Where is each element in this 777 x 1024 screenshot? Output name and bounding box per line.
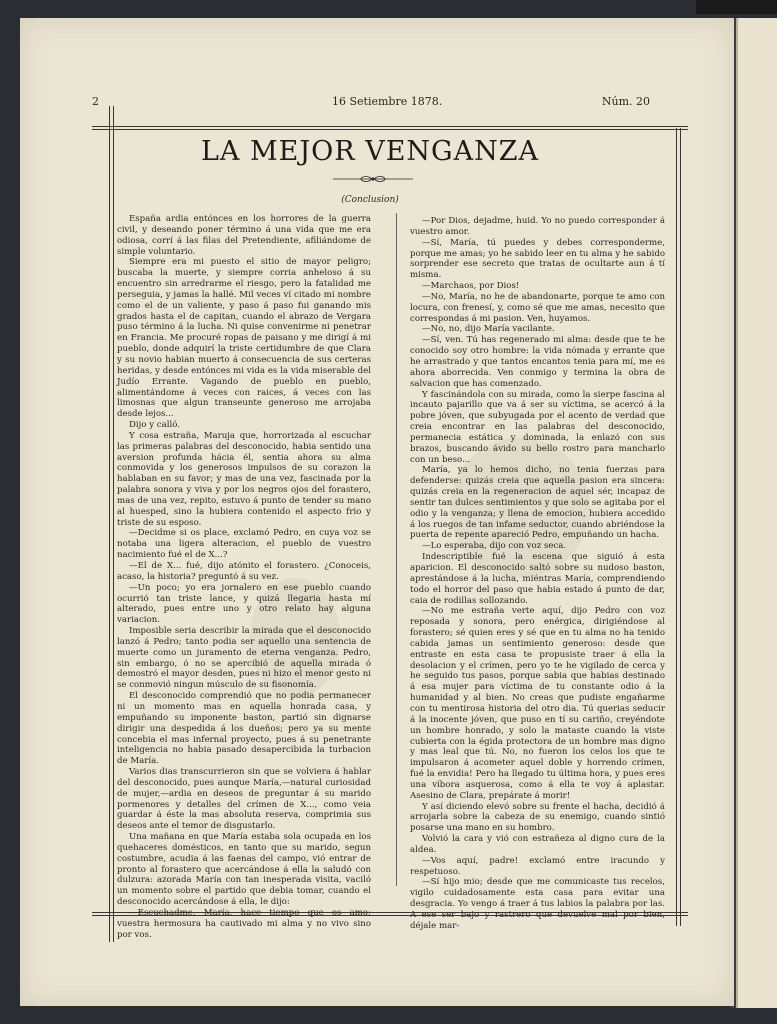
paragraph: Imposible seria describir la mirada que el desconocido lanzó á Pedro; tanto podia ser aquello una sentencia de muerte como un juramento de eterna venganza. Pedro, sin embargo, ó no se apercibió de aquella mirada ó demostró el mayor desden, pues ni hizo el menor gesto ni se conmovió ningun músculo de su fisonomía. [117, 626, 371, 691]
paragraph: Y así diciendo elevó sobre su frente el hacha, decidió á arrojarla sobre la cabeza de su enemigo, cuando sintió posarse una mano en su hombro. [410, 801, 665, 834]
left-column [117, 214, 371, 941]
paragraph: —Decidme si os place, exclamó Pedro, en cuya voz se notaba una ligera alteracion, el pueblo de vuestro nacimiento fué el de X...? [117, 528, 371, 561]
dark-top-strip [696, 0, 777, 14]
paragraph: España ardia entónces en los horrores de la guerra civil, y deseando poner término á una vida que me era odiosa, corrí á las filas del Pretendiente, afiliándome de simple voluntario. [117, 214, 371, 257]
page-number: 2 [92, 95, 99, 108]
paragraph: Una mañana en que María estaba sola ocupada en los quehaceres domésticos, en tanto que su marido, segun costumbre, acudia á las faenas del campo, vió entrar de pronto al forastero que acercándose á ella la saludó con dulzura: azorada María con tan inesperada visita, vaciló un momento sobre el partido que debia tomar, cuando el desconocido acercándose á ella, le dijo: [117, 832, 371, 908]
page-header [92, 93, 650, 111]
paragraph: El desconocido comprendió que no podia permanecer ni un momento mas en aquella honrada casa, y empuñando su imponente baston, partió sin dignarse dirigir una despedida á los dueños; pero ya su mente concebia el mas infernal proyecto, pues á su penetrante inteligencia no habia pasado desapercibida la turbacion de María. [117, 691, 371, 767]
issue-number: Núm. 20 [601, 95, 650, 108]
frame-left-line-inner [113, 106, 114, 942]
paragraph: Dijo y calló. [129, 420, 180, 431]
paragraph: Y fascinándola con su mirada, como la sierpe fascina al incauto pajarillo que va á ser su víctima, se acercó á la pobre jóven, que subyugada por el acento de verdad que creia encontrar en las palabras del desconocido, permanecia estática y dominada, la enlazó con sus brazos, buscando ávido su bello rostro para mancharlo con un beso... [410, 389, 665, 465]
right-column [410, 216, 665, 932]
paragraph: —Un poco; yo era jornalero en ese pueblo cuando ocurrió tan triste lance, y quizá llegaria hasta mí alterado, pues entre uno y otro relato hay alguna variacion. [117, 582, 371, 626]
frame-right-line [676, 128, 677, 926]
paragraph: —Por Dios, dejadme, huid. Yo no puedo corresponder á vuestro amor. [410, 216, 665, 237]
article-subtitle: (Conclusion) [341, 195, 399, 205]
paragraph: —Vos aquí, padre! exclamó entre iracundo y respetuoso. [410, 855, 665, 877]
paragraph: Y cosa estraña, Maruja que, horrorizada al escuchar las primeras palabras del desconocido, habia sentido una aversion profunda hácia él, sentia ahora su alma conmovida y los generosos impulsos de su corazon la hablaban en su favor; y mas de una vez, fascinada por la palabra sonora y viva y por los negros ojos del forastero, mas de una vez, repito, estuvo á punto de tender su mano al huesped, sino la hubiera contenido el aspecto frio y triste de su esposo. [117, 430, 371, 528]
paragraph: —No, María, no he de abandonarte, porque te amo con locura, con frenesí, y, como sé que me amas, necesito que correspondas á mi pasion. Ven, huyamos. [410, 291, 665, 324]
paragraph: María, ya lo hemos dicho, no tenia fuerzas para defenderse: quizás creia que aquella pasion era sincera: quizás creia en la regeneracion de aquel sér, incapaz de sentir tan dulces sentimientos y que solo se agitaba por el odio y la venganza; y llena de emocion, hubiera accedido á los ruegos de tan infame seductor, cuando abriéndose la puerta de repente apareció Pedro, empuñando un hacha. [410, 465, 665, 541]
header-rule [92, 126, 688, 127]
paragraph: Siempre era mi puesto el sitio de mayor peligro; buscaba la muerte, y siempre corria anheloso á su encuentro sin arredrarme el riesgo, pero la fatalidad me perseguia, y jamas la hallé. Mil veces ví citado mi nombre como el de un valiente, y paso á paso fui ganando mis grados hasta el de capitan, cuando el abrazo de Vergara puso término á la lucha. Ni quise convenirme ni penetrar en Francia. Me procuré ropas de paisano y me dirigí á mi pueblo, donde adquirí la triste certidumbre de que Clara y su novio habian muerto á consecuencia de sus certeras heridas, y desde entónces mi vida es la vida miserable del Judío Errante. Vagando de pueblo en pueblo, alimentándome á veces con raices, á veces con las limosnas que algun transeunte generoso me arrojaba desde lejos... [117, 257, 371, 420]
frame-left-line [109, 106, 110, 942]
paragraph: Varios dias transcurrieron sin que se volviera á hablar del desconocido, pues aunque María,—natural curiosidad de mujer,—ardia en deseos de preguntar á su marido pormenores y detalles del crímen de X..., como veia guardar á éste la mas absoluta reserva, comprimia sus deseos ante el temor de disgustarlo. [117, 767, 371, 832]
paragraph: —Sí, ven. Tú has regenerado mi alma: desde que te he conocido soy otro hombre: la vida nómada y errante que he arrastrado y que tantos encantos tenia para mí, me es ahora aborrecida. Ven conmigo y termina la obra de salvacion que has comenzado. [410, 335, 665, 389]
paragraph: —Sí hijo mio; desde que me comunicaste tus recelos, vigilo cuidadosamente esta casa para evitar una desgracia. Yo vengo á traer á tus labios la palabra por las. A ese ser bajo y rastrero que devuelve mal por bien, déjale mar- [410, 877, 665, 931]
article-title: LA MEJOR VENGANZA [200, 136, 540, 167]
next-page-edge [736, 18, 777, 1008]
paragraph: —No, no, dijo María vacilante. [422, 324, 555, 335]
header-rule-inner [92, 129, 688, 130]
frame-right-line-inner [680, 128, 681, 926]
paragraph: Indescriptible fué la escena que siguió á esta aparicion. El desconocido saltó sobre su nudoso baston, aprestándose á la lucha, miéntras María, comprendiendo todo el horror del paso que habia estado á punto de dar, caia de rodillas sollozando. [410, 552, 665, 606]
issue-date: 16 Setiembre 1878. [332, 95, 443, 108]
paragraph: —Lo esperaba, dijo con voz seca. [422, 541, 567, 552]
paragraph: Volvió la cara y vió con estrañeza al digno cura de la aldea. [410, 834, 665, 855]
paragraph: —Sí, María, tú puedes y debes corresponderme, porque me amas; yo he sabido leer en tu alma y he sabido sorprender ese secreto que tratas de ocultarte aun á tí misma. [410, 237, 665, 281]
paragraph: —El de X... fué, dijo atónito el forastero. ¿Conoceis, acaso, la historia? preguntó á su vez. [117, 561, 371, 582]
column-divider [396, 213, 397, 886]
paragraph: —No me estraña verte aquí, dijo Pedro con voz reposada y sonora, pero enérgica, dirigiéndose al forastero; sé quien eres y sé que en tu alma no ha tenido cabida jamas un sentimiento generoso: desde que entraste en esta casa te propusiste traer á ella la desolacion y el crímen, pero yo te he vigilado de cerca y he seguido tus pasos, porque sabia que habias destinado á esa mujer para víctima de tu constante odio á la humanidad y al bien. No creas que pudiste engañarme con tu mentirosa historia del otro dia. Tú querias seducir á la inocente jóven, que puso en tí su cariño, creyéndote un hombre honrado, y solo la mataste cuando la viste cubierta con la égida protectora de un hombre mas digno y mas leal que tú. No, no fueron los celos los que te impulsaron á acometer aquel doble y horrendo crímen, fué la envidia! Pero ha llegado tu última hora, y pues eres una víbora asquerosa, como á ella te voy á aplastar. Asesino de Clara, prepárate á morir! [410, 606, 665, 801]
paragraph: —Marchaos, por Dios! [422, 281, 520, 292]
ornament-divider-icon [333, 174, 413, 184]
paragraph: —Escuchadme, María, hace tiempo que os amo; vuestra hermosura ha cautivado mi alma y no vivo sino por vos. [117, 908, 371, 940]
